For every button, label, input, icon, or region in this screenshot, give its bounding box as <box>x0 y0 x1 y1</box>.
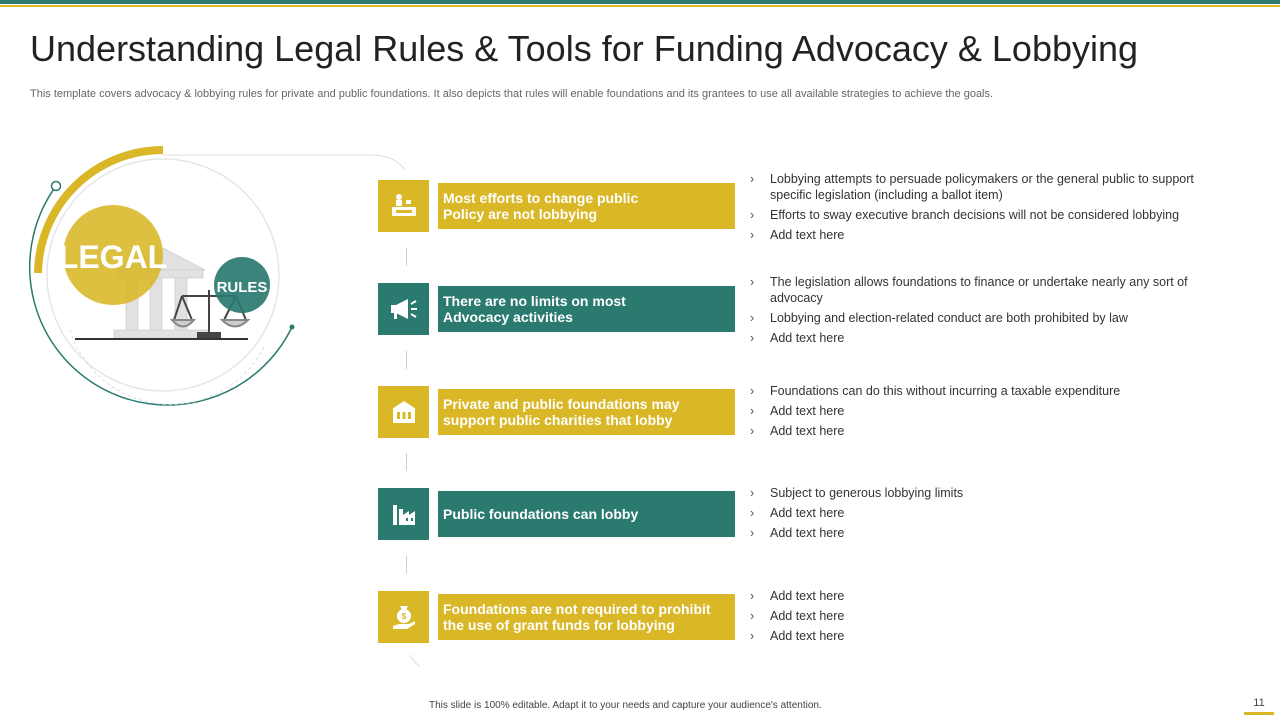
rule-label-2-line2: Advocacy activities <box>443 309 573 325</box>
icon-box-5 <box>378 591 429 643</box>
icon-box-4 <box>378 488 429 540</box>
rule-label-5 <box>438 594 735 640</box>
rule-label-5-line1: Foundations are not required to prohibit <box>443 601 711 617</box>
icon-box-3 <box>378 386 429 438</box>
rule-row-5 <box>378 591 1248 651</box>
legal-rules-illustration <box>0 130 420 690</box>
rule-bullets-4 <box>748 485 1228 545</box>
page-title: Understanding Legal Rules & Tools for Funding Advocacy & Lobbying <box>30 28 1139 69</box>
rule-label-4 <box>438 491 735 537</box>
list-item: › Add text here <box>750 228 845 242</box>
top-accent-bar-gold <box>0 5 1280 7</box>
rule-bullets-1 <box>748 171 1228 247</box>
footer-note: This slide is 100% editable. Adapt it to your needs and capture your audience's attention. <box>429 700 822 711</box>
list-item: › Add text here <box>750 424 845 438</box>
legal-text: LEGAL <box>58 239 168 275</box>
svg-text:$: $ <box>401 612 406 621</box>
connector-tick <box>406 248 407 266</box>
list-item: › Add text here <box>750 331 845 345</box>
list-item: › Efforts to sway executive branch decisions will not be considered lobbying <box>750 208 1180 222</box>
rule-row-3 <box>378 386 1248 446</box>
rule-label-3-line2: support public charities that lobby <box>443 412 673 428</box>
connector-tick <box>406 453 407 471</box>
icon-box-1 <box>378 180 429 232</box>
money-bag-hand-icon <box>389 602 419 632</box>
rule-label-2 <box>438 286 735 332</box>
factory-icon <box>389 499 419 529</box>
rule-row-2 <box>378 275 1248 345</box>
icon-box-2 <box>378 283 429 335</box>
rule-label-4-line1: Public foundations can lobby <box>443 506 639 522</box>
connector-tick <box>406 351 407 369</box>
rule-label-1-line1: Most efforts to change public <box>443 190 639 206</box>
list-item: › Foundations can do this without incurring a taxable expenditure <box>750 384 1121 398</box>
rule-bullets-2 <box>748 274 1228 350</box>
building-icon <box>389 397 419 427</box>
person-at-desk-icon <box>389 191 419 221</box>
list-item: › Add text here <box>750 629 845 643</box>
arc-start-dot <box>52 182 61 191</box>
rule-label-5-line2: the use of grant funds for lobbying <box>443 617 675 633</box>
rule-label-2-line1: There are no limits on most <box>443 293 626 309</box>
connector-tick <box>406 556 407 574</box>
list-item: › Add text here <box>750 506 845 520</box>
list-item: › Add text here <box>750 404 845 418</box>
rule-label-1-line2: Policy are not lobbying <box>443 206 598 222</box>
list-item: › Subject to generous lobbying limits <box>750 486 964 500</box>
rule-label-3 <box>438 389 735 435</box>
rule-bullets-5 <box>748 588 1228 648</box>
list-item: › Lobbying attempts to persuade policymakers or the general public to support specific legislation (including a ballot item) <box>750 172 1194 202</box>
list-item: › The legislation allows foundations to finance or undertake nearly any sort of advocacy <box>750 275 1188 305</box>
rule-row-1 <box>378 172 1248 242</box>
page-subtitle: This template covers advocacy & lobbying rules for private and public foundations. It also depicts that rules will enable foundations and its grantees to use all available strategies to achieve the goals. <box>30 88 994 100</box>
rule-bullets-3 <box>748 383 1228 443</box>
arc-end-dot <box>290 325 295 330</box>
page-number-underline <box>1244 712 1274 715</box>
rule-label-3-line1: Private and public foundations may <box>443 396 680 412</box>
list-item: › Add text here <box>750 609 845 623</box>
list-item: › Add text here <box>750 526 845 540</box>
rule-row-4 <box>378 488 1248 548</box>
rules-text: RULES <box>216 279 268 296</box>
page-number: 11 <box>1253 697 1265 709</box>
rule-label-1 <box>438 183 735 229</box>
list-item: › Lobbying and election-related conduct are both prohibited by law <box>750 311 1128 325</box>
top-accent-bar-green <box>0 0 1280 4</box>
bottom-connector-curve <box>410 655 420 673</box>
megaphone-icon <box>388 294 420 324</box>
list-item: › Add text here <box>750 589 845 603</box>
